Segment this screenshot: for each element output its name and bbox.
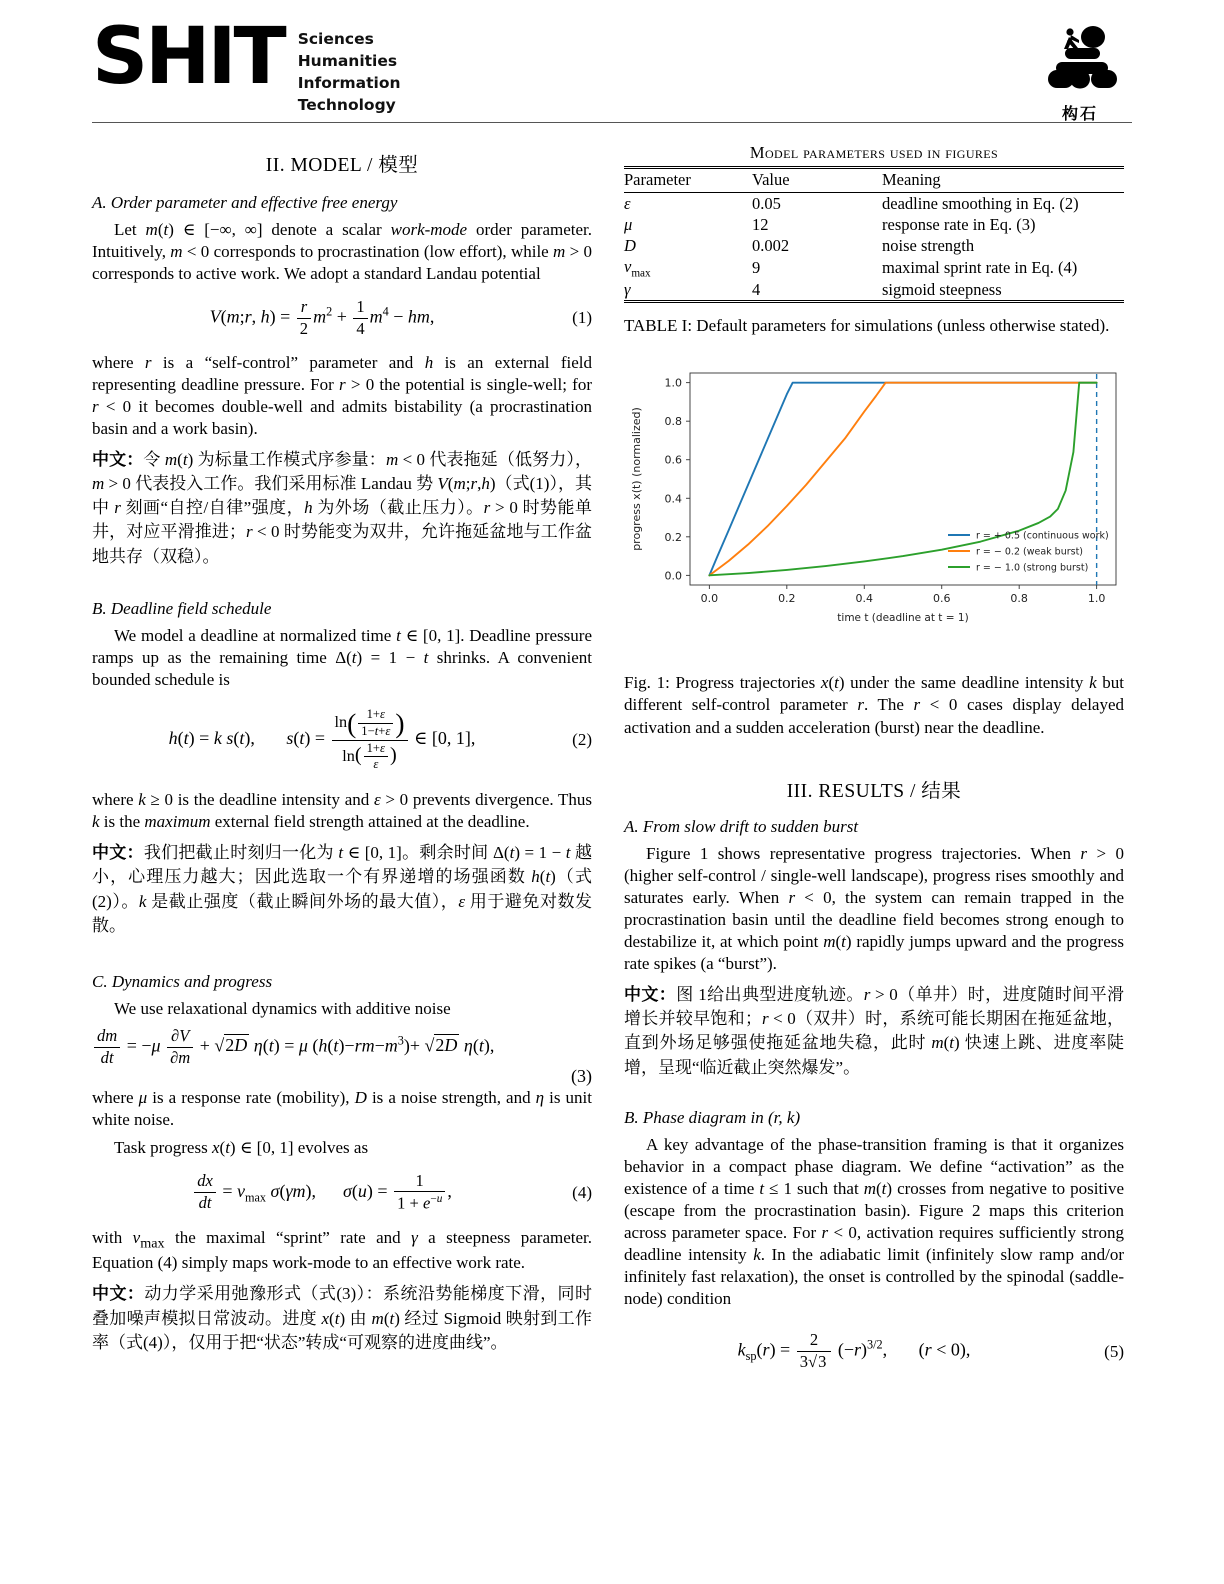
paragraph-results-a-chinese <box>624 983 1124 1080</box>
svg-text:0.2: 0.2 <box>778 592 796 606</box>
paragraph-c1: We use relaxational dynamics with additive noise <box>114 998 451 1018</box>
paragraph-a2: where r is a “self-control” parameter and h is an external field representing deadline pressure. For r > 0 the potential is single-well; for r < 0 it becomes double-well and admits bistability (a procrastination basin and a work basin). <box>92 352 593 438</box>
equation-4-body: $\frac{dx}{dt}$ = $v_{max}$ σ(γm), σ(u) = $\frac{1}{1 + e^{-u}}$ , <box>92 1171 552 1215</box>
cell-value: 0.002 <box>752 235 790 255</box>
svg-text:progress x(t) (normalized): progress x(t) (normalized) <box>630 407 643 552</box>
paragraph-results-b1: A key advantage of the phase-transition framing is that it organizes behavior in a compact phase diagram. We define “activation” as the existence of a time t ≤ 1 such that m(t) crosses from negative to positive (escape from the procrastination basin). Figure 2 maps this criterion across parameter space. For r < 0, activation requires sufficiently strong deadline intensity k. In the adiabatic limit (infinitely slow ramp and/or infinitely fast relaxation), the onset is controlled by the spinodal (saddle-node) condition <box>624 1134 1125 1309</box>
svg-text:0.4: 0.4 <box>855 592 874 606</box>
chinese-text-b: 我们把截止时刻归一化为 t ∈ [0, 1]。剩余时间 Δ(t) = 1 − t 越小，心理压力越大；因此选取一个有界递增的场强函数 h(t)（式(2)）。k 是截止强度（截止瞬间外场的最大值），ε 用于避免对数发散。 <box>92 843 593 935</box>
table-header-parameter: Parameter <box>624 170 691 189</box>
model-parameters-table <box>624 169 1124 192</box>
cell-value: 12 <box>752 214 769 234</box>
cell-parameter: ε <box>624 193 631 213</box>
equation-5 <box>624 1330 1124 1372</box>
paragraph-results-a1: Figure 1 shows representative progress trajectories. When r > 0 (higher self-control / single-well landscape), progress rises smoothly and saturates early. When r < 0, the system can remain trapped in the procrastination basin until the deadline field becomes strong enough to destabilize it, at which point m(t) rapidly jumps upward and the progress rate spikes (a “burst”). <box>624 843 1125 974</box>
paragraph-b2: where k ≥ 0 is the deadline intensity and ε > 0 prevents divergence. Thus k is the maximum external field strength attained at the deadline. <box>92 790 593 832</box>
equation-3-number: (3) <box>571 1066 592 1087</box>
svg-text:0.4: 0.4 <box>664 492 682 506</box>
cell-parameter: $v_{max}$ <box>624 256 651 279</box>
chinese-text-a: 令 m(t) 为标量工作模式序参量：m < 0 代表拖延（低努力），m > 0 代表投入工作。我们采用标准 Landau 势 V(m;r,h)（式(1)），其中 r 刻画“自控/自律”强度，h 为外场（截止压力）。r > 0 时势能单井，对应平滑推进；r < 0 时势能变为双井，允许拖延盆地与工作盆地共存（双稳）。 <box>92 450 593 566</box>
figure-1-caption: Fig. 1: Progress trajectories x(t) under the same deadline intensity k but different self-control parameter r. The r < 0 cases display delayed activation and a sudden acceleration (burst) near the deadline. <box>624 673 1125 737</box>
table-row <box>624 193 1124 214</box>
table-title: Model parameters used in figures <box>749 143 999 162</box>
table-row <box>624 256 1124 279</box>
table-row <box>624 279 1124 300</box>
two-column-body <box>92 139 1132 1385</box>
brand-line-4: Technology <box>297 96 396 114</box>
table-row <box>624 235 1124 256</box>
chinese-text-results-a: 图 1给出典型进度轨迹。r > 0（单井）时，进度随时间平滑增长并较早饱和；r < 0（双井）时，系统可能长期困在拖延盆地，直到外场足够强使拖延盆地失稳，此时 m(t) 快速上跳、进度率陡增，呈现“临近截止突然爆发”。 <box>624 985 1125 1077</box>
brand-line-3: Information <box>297 74 401 92</box>
cell-value: 9 <box>752 257 761 277</box>
table-caption: TABLE I: Default parameters for simulations (unless otherwise stated). <box>624 316 1110 336</box>
section-heading-model: II. MODEL / 模型 <box>265 155 419 176</box>
equation-3-body: $\frac{dm}{dt}$ = −μ $\frac{\partial V}{\partial m}$ + √2D η(t) = μ $(h(t)-rm-m^3)+ √2D$ η(t), <box>92 1026 592 1068</box>
table-rule-bottom <box>624 300 1124 303</box>
subsection-b-label: B. Phase diagram in (r, k) <box>624 1107 801 1127</box>
equation-2 <box>92 707 592 773</box>
svg-text:0.8: 0.8 <box>1010 592 1028 606</box>
cell-meaning: deadline smoothing in Eq. (2) <box>882 193 1079 213</box>
chinese-label-a: 中文： <box>92 450 144 470</box>
journal-brand <box>92 12 401 116</box>
figure-1 <box>624 363 1124 658</box>
equation-1-body: V(m;r, h) = $\frac{r}{2}$ $m^2$ + $\frac{1}{4}$ $m^4$ − hm, <box>209 297 435 338</box>
paragraph-c2: where μ is a response rate (mobility), D is a noise strength, and η is unit white noise. <box>92 1088 593 1130</box>
svg-text:0.2: 0.2 <box>664 531 682 545</box>
equation-1 <box>92 297 592 339</box>
section-heading-results: III. RESULTS / 结果 <box>786 780 962 802</box>
chinese-label-c: 中文： <box>92 1284 145 1304</box>
table-header-meaning: Meaning <box>882 170 941 189</box>
progress-trajectories-chart <box>624 363 1124 653</box>
svg-text:time t (deadline at t = 1): time t (deadline at t = 1) <box>837 612 969 625</box>
svg-text:0.6: 0.6 <box>932 592 951 606</box>
paragraph-c4: with $v_{max}$ the maximal “sprint” rate and γ a steepness parameter. Equation (4) simply maps work-mode to an effective work rate. <box>92 1227 593 1273</box>
svg-text:0.8: 0.8 <box>664 415 682 429</box>
subsection-heading-results-a: A. From slow drift to sudden burst <box>624 816 859 836</box>
subsection-heading-c: C. Dynamics and progress <box>92 971 273 991</box>
chinese-text-c: 动力学采用弛豫形式（式(3)）：系统沿势能梯度下滑，同时叠加噪声模拟日常波动。进度 x(t) 由 m(t) 经过 Sigmoid 映射到工作率（式(4)），仅用于把“状态”转成“可观察的进度曲线”。 <box>92 1284 592 1352</box>
cell-value: 0.05 <box>752 193 781 213</box>
paragraph-b1: We model a deadline at normalized time t ∈ [0, 1]. Deadline pressure ramps up as the remaining time Δ(t) = 1 − t shrinks. A convenient bounded schedule is <box>92 625 592 689</box>
left-column <box>92 139 592 1385</box>
paragraph-b-chinese <box>92 841 592 938</box>
brand-line-1: Sciences <box>297 30 374 48</box>
svg-text:r = + 0.5 (continuous work): r = + 0.5 (continuous work) <box>976 530 1109 542</box>
model-parameters-body <box>624 193 1124 300</box>
cell-parameter: D <box>624 235 636 255</box>
table-header-row <box>624 169 1124 192</box>
cell-meaning: sigmoid steepness <box>882 279 1002 299</box>
table-row <box>624 214 1124 235</box>
equation-1-number: (1) <box>572 308 592 328</box>
subsection-heading-results-b <box>624 1108 1124 1128</box>
svg-text:0.0: 0.0 <box>700 592 719 606</box>
equation-3 <box>92 1026 592 1087</box>
paragraph-a-chinese <box>92 448 592 569</box>
svg-text:r = − 0.2 (weak burst): r = − 0.2 (weak burst) <box>976 546 1084 558</box>
cell-value: 4 <box>752 279 761 299</box>
publisher-logo <box>1028 22 1132 124</box>
brand-line-2: Humanities <box>297 52 398 70</box>
equation-4-number: (4) <box>572 1182 592 1202</box>
equation-5-body: $k_{sp}(r)$ = $\frac{2}{3√3}$ $(-r)^{3/2}$, (r < 0), <box>737 1330 971 1372</box>
stacked-stones-sisyphus-icon <box>1034 24 1126 98</box>
masthead-divider <box>92 122 1132 123</box>
table-header-value: Value <box>752 170 790 189</box>
cell-meaning: noise strength <box>882 235 975 255</box>
equation-5-number: (5) <box>1104 1341 1124 1361</box>
svg-text:0.0: 0.0 <box>664 569 682 583</box>
right-column <box>624 139 1124 1385</box>
masthead <box>92 12 1132 123</box>
svg-text:0.6: 0.6 <box>664 454 682 468</box>
journal-acronym: SHIT <box>92 12 284 102</box>
paragraph-c3: Task progress x(t) ∈ [0, 1] evolves as <box>114 1137 369 1157</box>
svg-text:1.0: 1.0 <box>664 377 682 391</box>
publisher-name-cn: 构石 <box>1061 104 1098 123</box>
equation-2-body: h(t) = k s(t), s(t) = ln( $\frac{1+\varepsilon}{1-t+\varepsilon}$ ) ln( $\frac{1+\varepsilon}{\varepsilon}$ ) ∈ [0, 1], <box>168 706 476 772</box>
cell-meaning: response rate in Eq. (3) <box>882 214 1036 234</box>
cell-parameter: μ <box>624 214 633 234</box>
svg-text:r = − 1.0 (strong burst): r = − 1.0 (strong burst) <box>976 562 1089 574</box>
paragraph-c-chinese <box>92 1282 592 1354</box>
svg-text:1.0: 1.0 <box>1087 592 1106 606</box>
journal-fullname <box>298 22 401 116</box>
subsection-heading-a: A. Order parameter and effective free energy <box>92 193 398 212</box>
cell-parameter: γ <box>624 279 631 299</box>
cell-meaning: maximal sprint rate in Eq. (4) <box>882 257 1078 277</box>
paragraph-a1: Let m(t) ∈ [−∞, ∞] denote a scalar work-mode order parameter. Intuitively, m < 0 corresponds to procrastination (low effort), while m > 0 corresponds to active work. We adopt a standard Landau potential <box>92 220 593 284</box>
subsection-heading-b: B. Deadline field schedule <box>92 598 272 618</box>
equation-4 <box>92 1171 592 1215</box>
chinese-label-b: 中文： <box>92 843 144 863</box>
chinese-label-results-a: 中文： <box>624 985 677 1005</box>
equation-2-number: (2) <box>572 730 592 750</box>
